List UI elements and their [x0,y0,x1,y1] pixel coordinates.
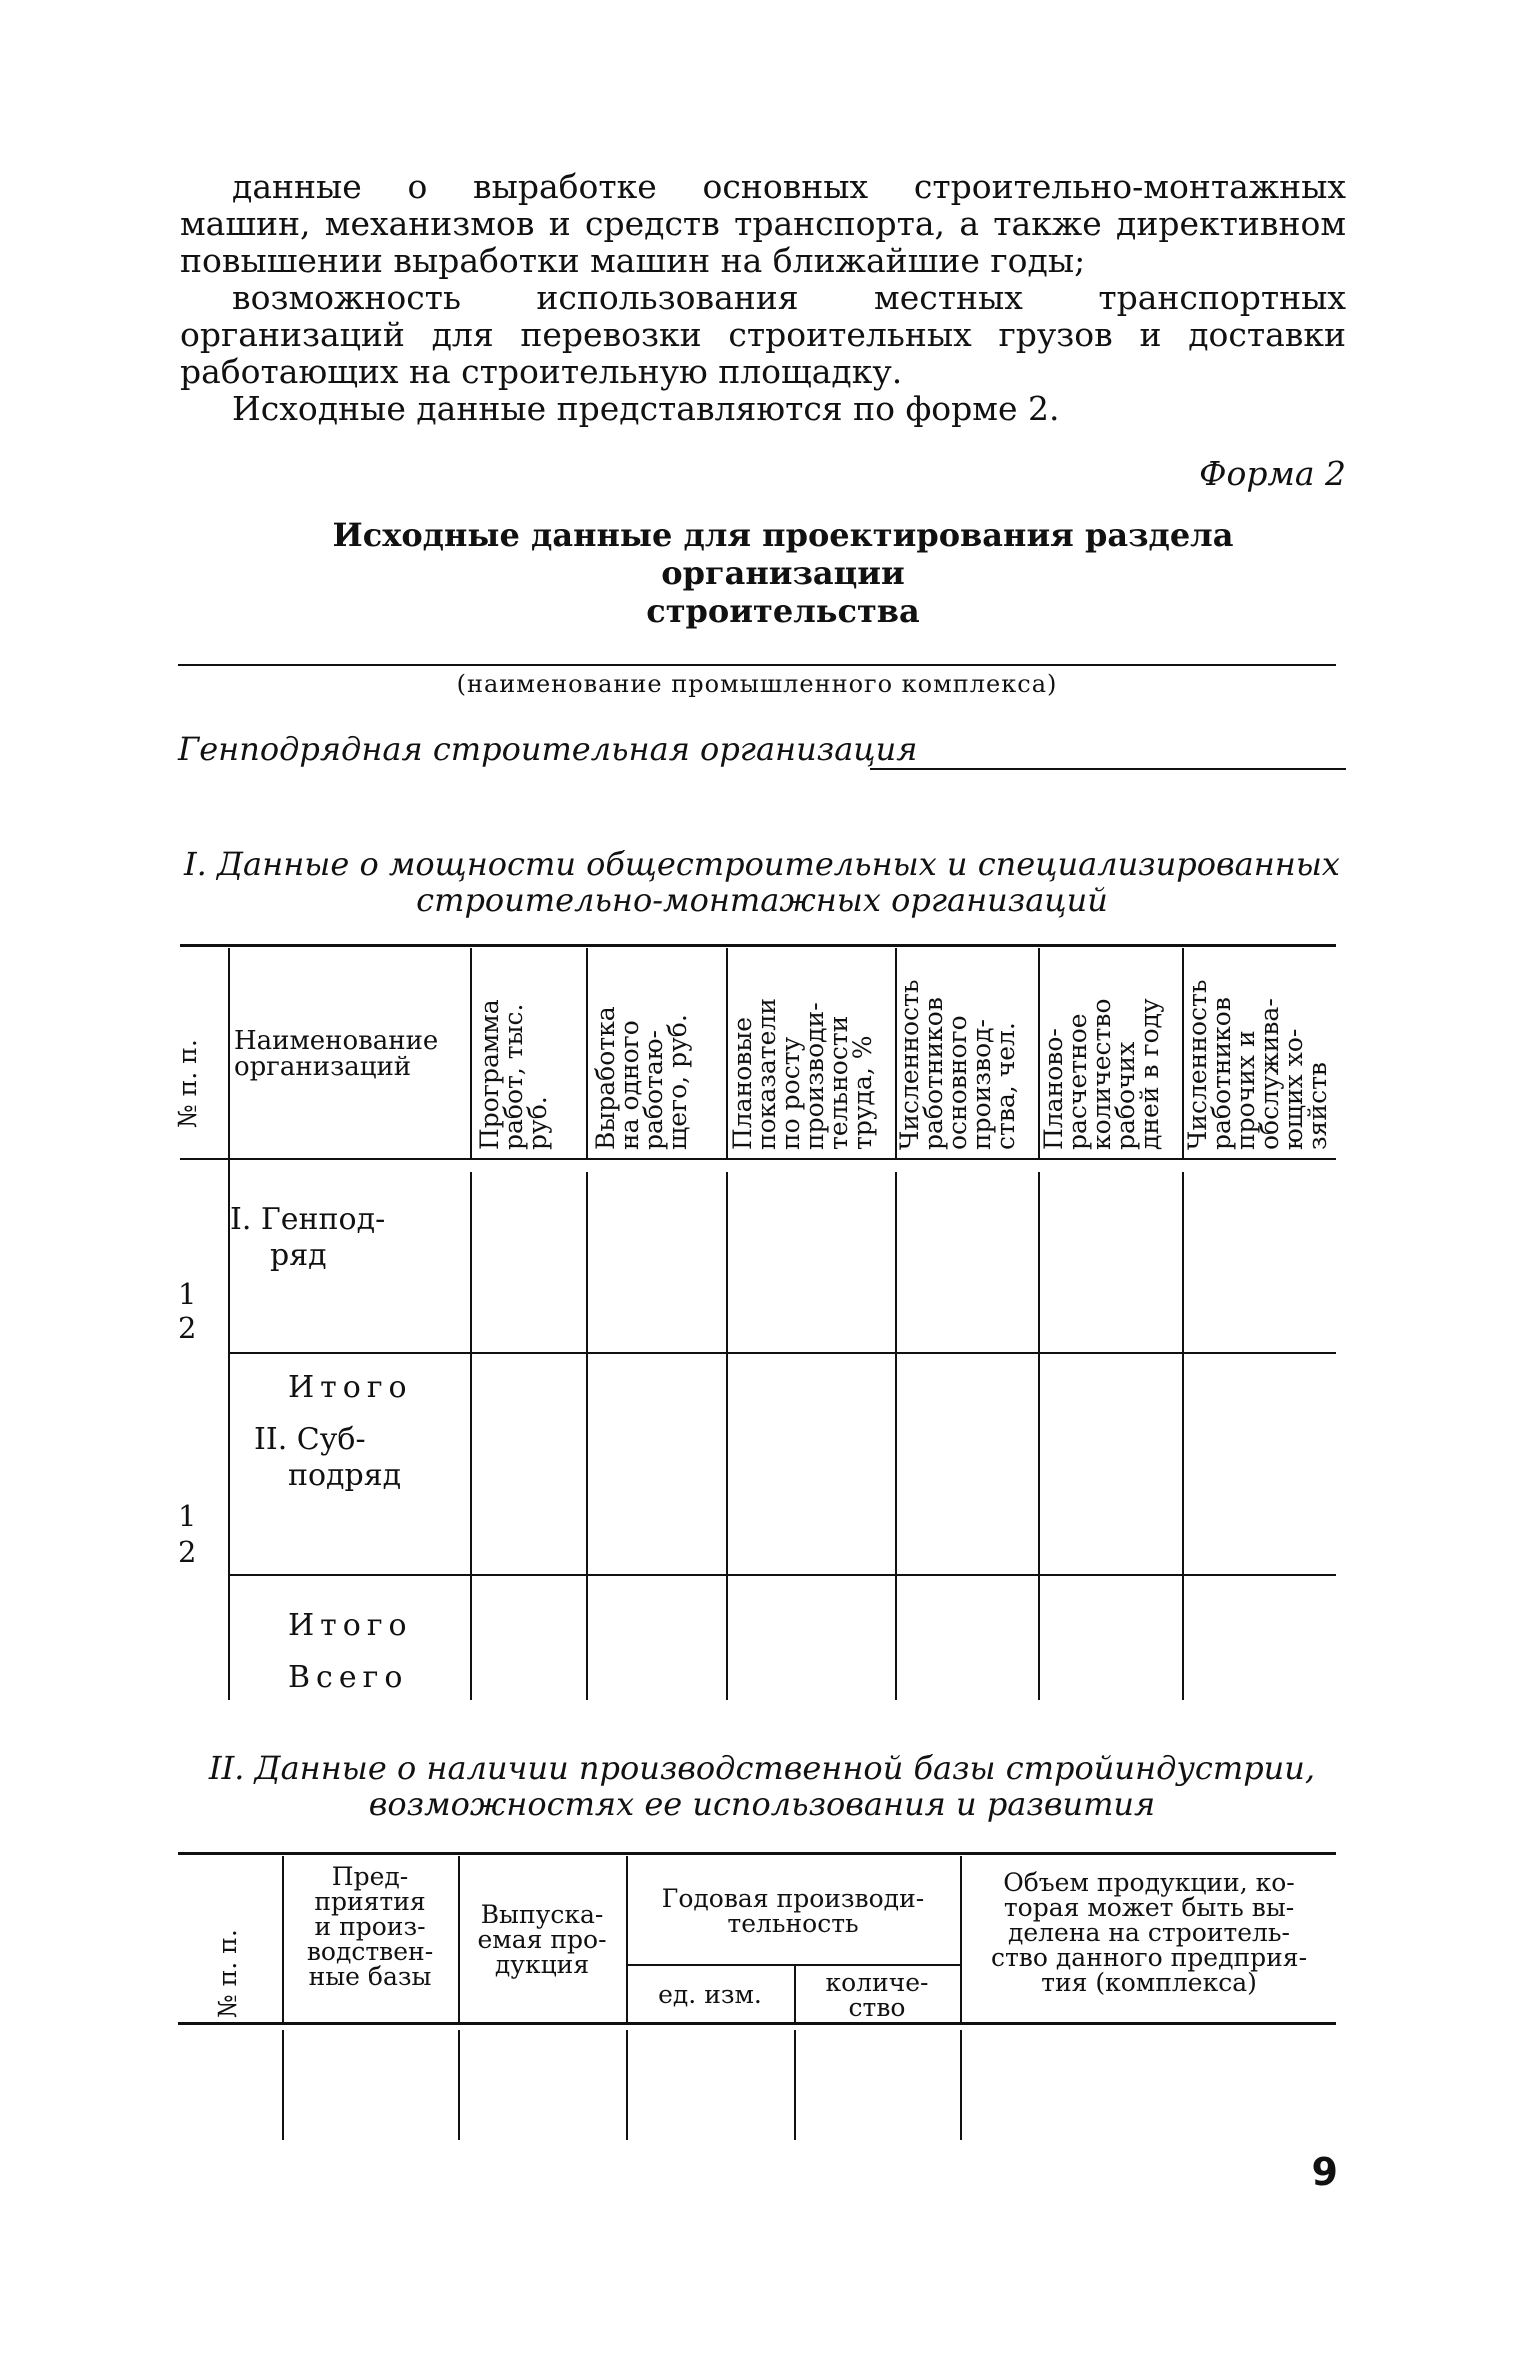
t1-row-number: 1 [178,1277,197,1311]
form-title [180,516,1346,630]
t2-col-capacity: Годовая производи- тельность [661,1884,925,1938]
t1-vline-body [1182,1172,1184,1700]
t1-vline [228,948,230,1158]
t1-vline-body [470,1172,472,1700]
t1-col-program: Программа работ, тыс. руб. [475,999,552,1150]
table-1-header-rule [180,1158,1336,1160]
t1-vline-body [895,1172,897,1700]
t1-col-num: № п. п. [173,1039,202,1128]
t2-vline-body [794,2030,796,2140]
section-1-title [178,846,1346,918]
intro-paragraph-3: Исходные данные представляются по форме 2. [232,389,1060,428]
t2-col-qty: количе- ство [825,1968,929,2022]
t1-col-working-days: Планово- расчетное количество рабочих дней в году [1039,998,1164,1150]
t1-vline-body [586,1172,588,1700]
section-2-title-line-2: возможностях ее использования и развития [368,1785,1156,1823]
general-contractor-rule [870,768,1346,770]
t2-vline-body [626,2030,628,2140]
page-number: 9 [1311,2150,1338,2194]
intro-paragraph-1: данные о выработке основных строительно-монтажных машин, механизмов и средств транспорта, а также директивном повышении выработки машин на ближайшие годы; [180,167,1346,280]
table-1-top-rule [180,944,1336,947]
t1-row-number: 2 [178,1311,197,1345]
section-1-title-line-2: строительно-монтажных организаций [416,881,1108,919]
t2-vline-body [458,2030,460,2140]
t1-row-number: 1 [178,1499,197,1533]
t1-vline [470,948,472,1158]
t2-col-volume: Объем продукции, ко- торая может быть вы- делена на строитель- ство данного предприя- тия (комплекса) [990,1868,1308,1997]
t1-col-name-line-2: организаций [234,1052,412,1082]
section-1-title-line-1: I. Данные о мощности общестроительных и специализированных [184,845,1340,883]
section-2-title-line-1: II. Данные о наличии производственной базы стройиндустрии, [208,1749,1316,1787]
t1-row-itogo-2: Итого [288,1608,413,1643]
complex-caption: (наименование промышленного комплекса) [456,670,1058,698]
t1-col-productivity: Плановые показатели по росту производи- тельности труда, % [728,998,877,1150]
t1-row-rule [228,1352,1336,1354]
t2-col-product: Выпуска- емая про- дукция [477,1900,607,1979]
t2-vline-body [282,2030,284,2140]
t1-row-vsego: Всего [288,1660,409,1695]
t1-col-output: Выработка на одного работаю- щего, руб. [591,1006,692,1150]
t2-subheader-rule [626,1964,960,1966]
table-2-top-rule [178,1852,1336,1855]
t1-vline-body [726,1172,728,1700]
t1-row-number: 2 [178,1535,197,1569]
t1-row-genpodryad: I. Генпод- ряд [230,1202,386,1273]
t1-row-itogo-1: Итого [288,1370,413,1405]
general-contractor-label: Генподрядная строительная организация [178,730,918,768]
t1-vline [586,948,588,1158]
t1-col-workers-main: Численность работников основного производ- ства, чел. [895,979,1020,1150]
form-title-line-2: строительства [646,592,920,630]
t2-col-num: № п. п. [213,1929,242,2018]
intro-text [180,168,1346,427]
t1-col-name [234,1028,438,1080]
t1-col-name-line-1: Наименование [234,1026,439,1056]
form-label: Форма 2 [1199,454,1346,493]
t1-vline-body [1038,1172,1040,1700]
table-2-header-rule [178,2022,1336,2025]
t2-vline-body [960,2030,962,2140]
t1-col-workers-other: Численность работников прочих и обслужива- ющих хо- зяйств [1183,979,1332,1150]
section-2-title [178,1750,1346,1822]
intro-paragraph-2: возможность использования местных транспортных организаций для перевозки строительных грузов и доставки работающих на строительную площадку. [180,278,1346,391]
t2-col-enterprise: Пред- приятия и произ- водствен- ные базы [306,1862,434,1991]
t2-col-unit: ед. изм. [658,1980,762,2009]
complex-name-rule [178,664,1336,666]
t1-row-rule [228,1574,1336,1576]
form-title-line-1: Исходные данные для проектирования раздела организации [332,516,1234,592]
t1-row-subpodryad: II. Суб- подряд [254,1422,402,1493]
